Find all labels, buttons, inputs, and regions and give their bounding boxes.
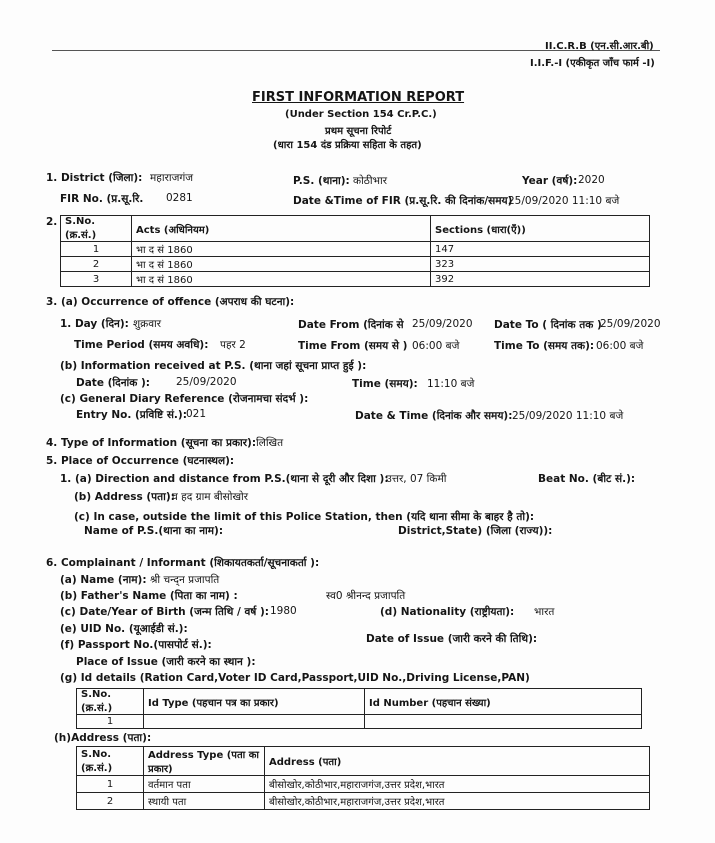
address-table — [76, 746, 650, 810]
ps-name-label: Name of P.S.(थाना का नाम): — [84, 525, 224, 537]
table-row — [77, 715, 642, 729]
complainant-address-label: (h)Address (पता): — [54, 732, 152, 744]
uid-label: (e) UID No. (यूआईडी सं.): — [60, 623, 188, 635]
acts-header-sno: S.No. (क्र.सं.) — [61, 216, 132, 242]
title-sub-3: (धारा 154 दंड प्रक्रिया सहिता के तहत) — [273, 140, 422, 151]
date-to-label: Date To ( दिनांक तक ) — [494, 319, 602, 331]
year-value: 2020 — [578, 174, 605, 186]
fir-value: 0281 — [166, 192, 193, 204]
table-row — [77, 793, 650, 810]
district-state-label: District,State) (जिला (राज्य)): — [398, 525, 553, 537]
address-header-type: Address Type (पता का प्रकार) — [144, 747, 265, 776]
acts-number: 2. — [46, 216, 58, 228]
address-header-row — [77, 747, 650, 776]
time-from-value: 06:00 बजे — [412, 340, 460, 352]
gd-datetime-value: 25/09/2020 11:10 बजे — [512, 410, 624, 422]
passport-label: (f) Passport No.(पासपोर्ट सं.): — [60, 639, 212, 651]
id-header-sno: S.No.(क्र.सं.) — [77, 689, 144, 715]
info-date-label: Date (दिनांक ): — [76, 377, 150, 389]
address-value: बीसोखोर,कोठीभार,महाराजगंज,उत्तर प्रदेश,भारत — [265, 776, 650, 793]
id-type — [144, 715, 365, 729]
outside-limit-label: (c) In case, outside the limit of this Police Station, then (यदि थाना सीमा के बाहर है तो): — [74, 511, 535, 523]
address-sno: 2 — [77, 793, 144, 810]
entry-no-label: Entry No. (प्रविष्टि सं.): — [76, 409, 187, 421]
address-type: वर्तमान पता — [144, 776, 265, 793]
acts-act: भा द सं 1860 — [132, 272, 431, 287]
info-date-value: 25/09/2020 — [176, 376, 237, 388]
district-label: 1. District (जिला): — [46, 172, 143, 184]
address-header-sno: S.No.(क्र.सं.) — [77, 747, 144, 776]
info-type-label: 4. Type of Information (सूचना का प्रकार): — [46, 437, 257, 449]
direction-value: उत्तर, 07 किमी — [386, 473, 447, 485]
acts-act: भा द सं 1860 — [132, 257, 431, 272]
father-name-label: (b) Father's Name (पिता का नाम) : — [60, 590, 238, 602]
acts-sno: 3 — [61, 272, 132, 287]
ncrb-code: II.C.R.B (एन.सी.आर.बी) — [545, 41, 654, 52]
acts-sno: 2 — [61, 257, 132, 272]
day-value: शुक्रवार — [133, 318, 162, 330]
fir-label: FIR No. (प्र.सू.रि. — [60, 193, 144, 205]
address-type: स्थायी पता — [144, 793, 265, 810]
acts-section: 323 — [431, 257, 650, 272]
issue-date-label: Date of Issue (जारी करने की तिथि): — [366, 633, 538, 645]
info-received-label: (b) Information received at P.S. (थाना जहां सूचना प्राप्त हुई ): — [60, 360, 367, 372]
table-row — [61, 272, 650, 287]
gd-reference-label: (c) General Diary Reference (रोजनामचा संदर्भ ): — [60, 393, 309, 405]
date-from-label: Date From (दिनांक से — [298, 319, 404, 331]
info-time-value: 11:10 बजे — [427, 378, 475, 390]
address-sno: 1 — [77, 776, 144, 793]
table-row — [61, 257, 650, 272]
id-details-label: (g) Id details (Ration Card,Voter ID Card,Passport,UID No.,Driving License,PAN) — [60, 672, 530, 684]
year-label: Year (वर्ष): — [522, 175, 578, 187]
direction-label: 1. (a) Direction and distance from P.S.(थाना से दूरी और दिशा ): — [60, 473, 389, 485]
title-sub-2: प्रथम सूचना रिपोर्ट — [325, 126, 392, 137]
id-header-type: Id Type (पहचान पत्र का प्रकार) — [144, 689, 365, 715]
id-header-row — [77, 689, 642, 715]
ps-value: कोठीभार — [353, 175, 387, 187]
occurrence-label: 3. (a) Occurrence of offence (अपराध की घटना): — [46, 296, 295, 308]
table-row — [61, 242, 650, 257]
entry-no-value: 021 — [186, 408, 207, 420]
complainant-name-value: श्री चन्द्न प्रजापति — [150, 574, 220, 586]
iif-code: I.I.F.-I (एकीकृत जाँच फार्म -I) — [530, 58, 655, 69]
acts-header-act: Acts (अधिनियम) — [132, 216, 431, 242]
beat-label: Beat No. (बीट सं.): — [538, 473, 636, 485]
acts-header-row — [61, 216, 650, 242]
district-value: महाराजगंज — [150, 172, 194, 184]
fir-datetime-value: 25/09/2020 11:10 बजे — [508, 195, 620, 207]
time-to-value: 06:00 बजे — [596, 340, 644, 352]
info-time-label: Time (समय): — [352, 378, 418, 390]
id-table — [76, 688, 642, 729]
issue-place-label: Place of Issue (जारी करने का स्थान ): — [76, 656, 256, 668]
address-header-address: Address (पता) — [265, 747, 650, 776]
day-label: 1. Day (दिन): — [60, 318, 129, 330]
acts-table — [60, 215, 650, 287]
nationality-value: भारत — [534, 606, 555, 618]
acts-act: भा द सं 1860 — [132, 242, 431, 257]
time-from-label: Time From (समय से ) — [298, 340, 408, 352]
acts-header-section: Sections (धारा(एँ)) — [431, 216, 650, 242]
address-value: बीसोखोर,कोठीभार,महाराजगंज,उत्तर प्रदेश,भारत — [265, 793, 650, 810]
gd-datetime-label: Date & Time (दिनांक और समय): — [355, 410, 513, 422]
info-type-value: लिखित — [256, 437, 284, 449]
nationality-label: (d) Nationality (राष्ट्रीयता): — [380, 606, 515, 618]
id-sno: 1 — [77, 715, 144, 729]
time-to-label: Time To (समय तक): — [494, 340, 595, 352]
place-occurrence-label: 5. Place of Occurrence (घटनास्थल): — [46, 455, 235, 467]
acts-section: 392 — [431, 272, 650, 287]
id-header-number: Id Number (पहचान संख्या) — [365, 689, 642, 715]
table-row — [77, 776, 650, 793]
page-title: FIRST INFORMATION REPORT — [252, 90, 465, 105]
dob-value: 1980 — [270, 605, 297, 617]
title-sub-1: (Under Section 154 Cr.P.C.) — [285, 109, 437, 120]
date-to-value: 25/09/2020 — [600, 318, 661, 330]
complainant-name-label: (a) Name (नाम): — [60, 574, 147, 586]
address-value: व हद ग्राम बीसोखोर — [172, 491, 249, 503]
time-period-label: Time Period (समय अवधि): — [74, 339, 209, 351]
time-period-value: पहर 2 — [220, 339, 246, 351]
dob-label: (c) Date/Year of Birth (जन्म तिथि / वर्ष ): — [60, 606, 270, 618]
fir-datetime-label: Date &Time of FIR (प्र.सू.रि. की दिनांक/समय) — [293, 195, 513, 207]
father-name-value: स्व0 श्रीनन्द प्रजापति — [326, 590, 406, 602]
date-from-value: 25/09/2020 — [412, 318, 473, 330]
ps-label: P.S. (थाना): — [293, 175, 350, 187]
acts-sno: 1 — [61, 242, 132, 257]
acts-section: 147 — [431, 242, 650, 257]
id-number — [365, 715, 642, 729]
address-label: (b) Address (पता): — [74, 491, 175, 503]
complainant-label: 6. Complainant / Informant (शिकायतकर्ता/सूचनाकर्ता ): — [46, 557, 320, 569]
